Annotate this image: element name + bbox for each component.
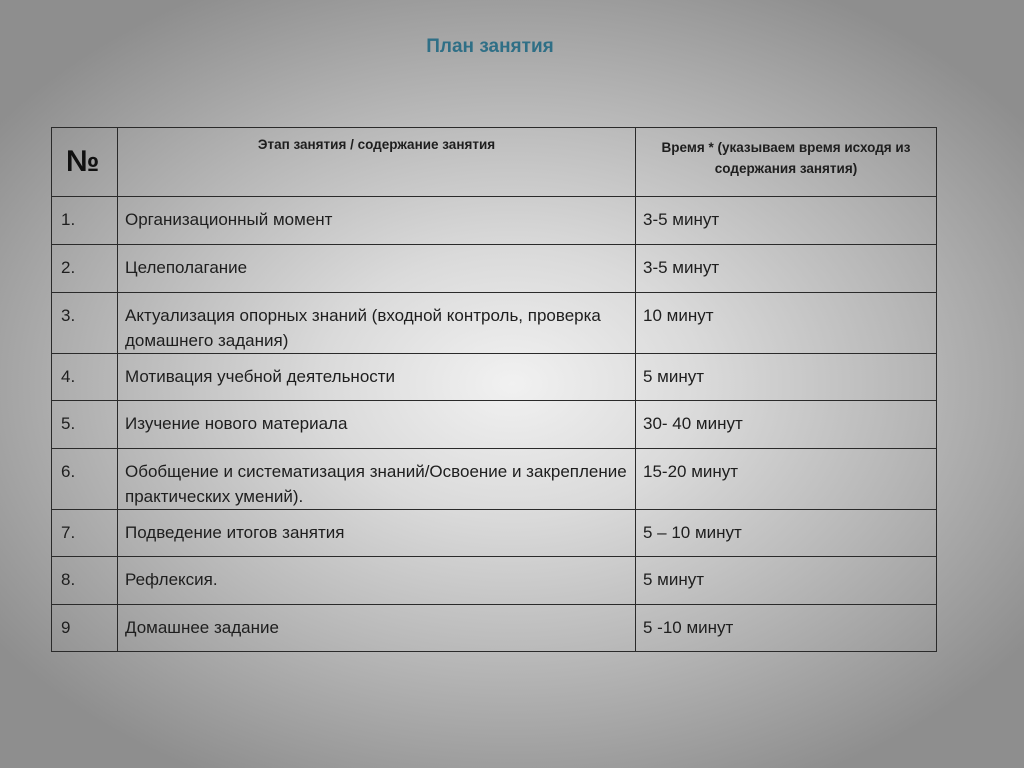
- table-row: [52, 605, 937, 652]
- table-row: [52, 293, 937, 354]
- table-row: [52, 354, 937, 401]
- header-stage: Этап занятия / содержание занятия: [118, 128, 636, 197]
- row-number: 4.: [52, 354, 118, 401]
- header-time: Время * (указываем время исходя из содержания занятия): [636, 128, 937, 197]
- lesson-plan-table: [51, 127, 937, 652]
- header-number: [52, 128, 118, 197]
- row-number: 5.: [52, 401, 118, 449]
- row-time: 10 минут: [636, 293, 937, 354]
- row-stage: Рефлексия.: [118, 557, 636, 605]
- row-time: 3-5 минут: [636, 197, 937, 245]
- row-time: 5 -10 минут: [636, 605, 937, 652]
- row-time: 15-20 минут: [636, 449, 937, 510]
- row-stage: Организационный момент: [118, 197, 636, 245]
- row-time: 3-5 минут: [636, 245, 937, 293]
- row-stage: Мотивация учебной деятельности: [118, 354, 636, 401]
- row-stage: Домашнее задание: [118, 605, 636, 652]
- table-header-row: [52, 128, 937, 197]
- table-row: [52, 197, 937, 245]
- row-stage: Изучение нового материала: [118, 401, 636, 449]
- row-number: 3.: [52, 293, 118, 354]
- row-stage: Подведение итогов занятия: [118, 510, 636, 557]
- row-time: 5 – 10 минут: [636, 510, 937, 557]
- row-number: 1.: [52, 197, 118, 245]
- table-row: [52, 245, 937, 293]
- row-number: 2.: [52, 245, 118, 293]
- header-number-label: №: [66, 145, 100, 178]
- row-stage: Обобщение и систематизация знаний/Освоение и закрепление практических умений).: [118, 449, 636, 510]
- row-time: 30- 40 минут: [636, 401, 937, 449]
- row-number: 8.: [52, 557, 118, 605]
- row-stage: Целеполагание: [118, 245, 636, 293]
- slide-title: План занятия: [426, 36, 554, 57]
- row-number: 6.: [52, 449, 118, 510]
- row-stage: Актуализация опорных знаний (входной контроль, проверка домашнего задания): [118, 293, 636, 354]
- table-row: [52, 557, 937, 605]
- table-row: [52, 401, 937, 449]
- table-row: [52, 510, 937, 557]
- row-time: 5 минут: [636, 354, 937, 401]
- row-number: 7.: [52, 510, 118, 557]
- row-time: 5 минут: [636, 557, 937, 605]
- row-number: 9: [52, 605, 118, 652]
- table-row: [52, 449, 937, 510]
